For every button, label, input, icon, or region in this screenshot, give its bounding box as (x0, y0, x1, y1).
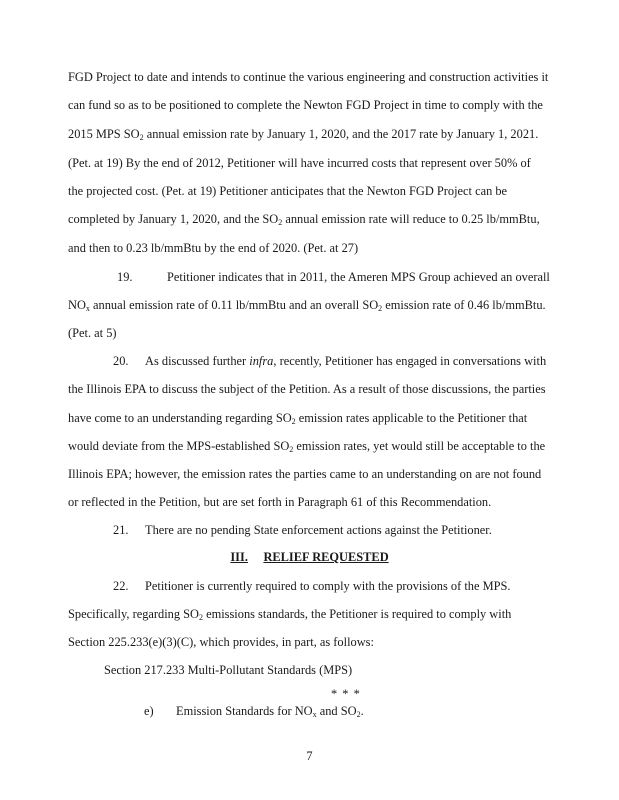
text-line: FGD Project to date and intends to continue the various engineering and construction activities it (68, 70, 549, 84)
item-text: Emission Standards for $NO_x$ and $SO_2$. (176, 704, 364, 719)
text-line: Illinois EPA; however, the emission rates the parties came to an understanding on are not found (68, 467, 542, 481)
text-line: Section 225.233(e)(3)(C), which provides, in part, as follows: (68, 635, 374, 649)
text-line: (Pet. at 5) (68, 326, 117, 340)
text-line: There are no pending State enforcement actions against the Petitioner. (145, 523, 492, 537)
section-heading: III. RELIEF REQUESTED (230, 550, 389, 564)
page-number: 7 (306, 749, 313, 763)
paragraph-number: 21. (113, 523, 129, 537)
text-line: the projected cost. (Pet. at 19) Petitioner anticipates that the Newton FGD Project can be (68, 184, 508, 198)
text-line: the Illinois EPA to discuss the subject of the Petition. As a result of those discussions, the parties (68, 382, 546, 396)
text-line: $NO_x$ annual emission rate of 0.11 lb/mmBtu and an overall $SO_2$ emission rate of 0.46 lb/mmBtu. (68, 298, 546, 313)
text-line: completed by January 1, 2020, and the $SO_2$ annual emission rate will reduce to 0.25 lb/mmBtu, (68, 212, 540, 227)
item-label: e) (144, 704, 154, 718)
text-line: As discussed further infra, recently, Petitioner has engaged in conversations with (145, 354, 547, 368)
paragraph-number: 20. (113, 354, 129, 368)
text-line: 2015 MPS $SO_2$ annual emission rate by January 1, 2020, and the 2017 rate by January 1, 2021. (68, 127, 539, 142)
paragraph-number: 19. (117, 270, 133, 284)
text-line: Specifically, regarding $SO_2$ emissions standards, the Petitioner is required to comply with (68, 607, 512, 622)
text-line: and then to 0.23 lb/mmBtu by the end of 2020. (Pet. at 27) (68, 241, 359, 255)
quoted-section-title: Section 217.233 Multi-Pollutant Standards (MPS) (104, 663, 353, 677)
text-line: (Pet. at 19) By the end of 2012, Petitioner will have incurred costs that represent over 50% of (68, 156, 531, 170)
text-line: have come to an understanding regarding $SO_2$ emission rates applicable to the Petitioner that (68, 411, 528, 426)
text-line: Petitioner is currently required to comply with the provisions of the MPS. (145, 579, 511, 593)
text-line: Petitioner indicates that in 2011, the Ameren MPS Group achieved an overall (167, 270, 550, 284)
paragraph-number: 22. (113, 579, 129, 593)
ellipsis-stars: * * * (331, 687, 361, 701)
text-line: or reflected in the Petition, but are set forth in Paragraph 61 of this Recommendation. (68, 495, 492, 509)
text-line: would deviate from the MPS-established $SO_2$ emission rates, yet would still be acceptable to the (68, 439, 546, 454)
text-line: can fund so as to be positioned to complete the Newton FGD Project in time to comply with the (68, 98, 543, 112)
